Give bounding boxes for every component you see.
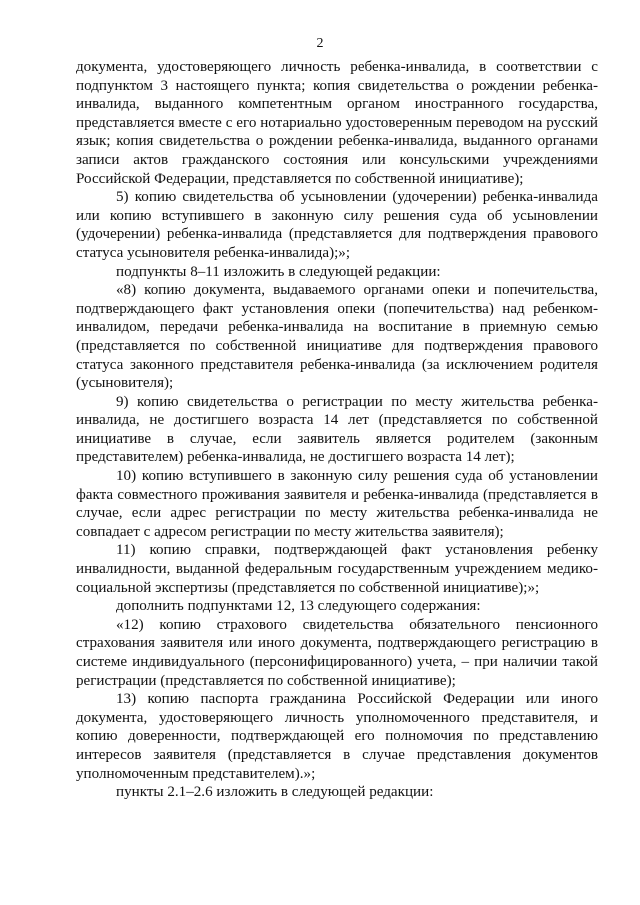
paragraph-subitem-12: «12) копию страхового свидетельства обязательного пенсионного страхования заявителя или иного документа, подтверждающего регистрацию в системе индивидуального (персонифицированного) учета, – при наличии такой регистрации (представляется по собственной инициативе); <box>76 616 598 689</box>
paragraph-instruction-12-13: дополнить подпунктами 12, 13 следующего содержания: <box>116 598 481 615</box>
paragraph-subitem-13: 13) копию паспорта гражданина Российской Федерации или иного документа, удостоверяющего личность уполномоченного представителя, и копию доверенности, подтверждающей его полномочия по представлению интересов заявителя (представляется в случае представления документов уполномоченным представителем).»; <box>76 691 598 782</box>
paragraph-instruction-2-1-2-6: пункты 2.1–2.6 изложить в следующей редакции: <box>116 784 434 801</box>
paragraph-subitem-10: 10) копию вступившего в законную силу решения суда об установлении факта совместного проживания заявителя и ребенка-инвалида (представляется в случае, если адрес регистрации по месту жительства ребенка-инвалида не совпадает с адресом регистрации по месту жительства заявителя); <box>76 468 598 540</box>
paragraph-subitem-5: 5) копию свидетельства об усыновлении (удочерении) ребенка-инвалида или копию вступившего в законную силу решения суда об усыновлении (удочерении) ребенка-инвалида (представляется для подтверждения правового статуса усыновителя ребенка-инвалида);»; <box>76 189 598 261</box>
document-body <box>76 58 598 802</box>
paragraph-continuation: документа, удостоверяющего личность ребенка-инвалида, в соответствии с подпунктом 3 настоящего пункта; копия свидетельства о рождении ребенка-инвалида, выданного компетентным органом иностранного государства, представляется вместе с его нотариально удостоверенным переводом на русский язык; копия свидетельства о рождении ребенка-инвалида, выданного органами записи актов гражданского состояния или консульскими учреждениями Российской Федерации, представляется по собственной инициативе); <box>76 59 598 187</box>
page-number: 2 <box>316 36 324 51</box>
paragraph-subitem-8: «8) копию документа, выдаваемого органами опеки и попечительства, подтверждающего факт установления опеки (попечительства) над ребенком-инвалидом, передачи ребенка-инвалида на воспитание в приемную семью (представляется по собственной инициативе для подтверждения правового статуса законного представителя ребенка-инвалида (за исключением родителя (усыновителя); <box>76 282 598 392</box>
paragraph-instruction-8-11: подпункты 8–11 изложить в следующей редакции: <box>116 263 441 280</box>
paragraph-subitem-11: 11) копию справки, подтверждающей факт установления ребенку инвалидности, выданной федеральным государственным учреждением медико-социальной экспертизы (представляется по собственной инициативе);»; <box>76 542 598 596</box>
paragraph-subitem-9: 9) копию свидетельства о регистрации по месту жительства ребенка-инвалида, не достигшего возраста 14 лет (представляется по собственной инициативе в случае, если заявитель является родителем (законным представителем) ребенка-инвалида, не достигшего возраста 14 лет); <box>76 393 598 466</box>
